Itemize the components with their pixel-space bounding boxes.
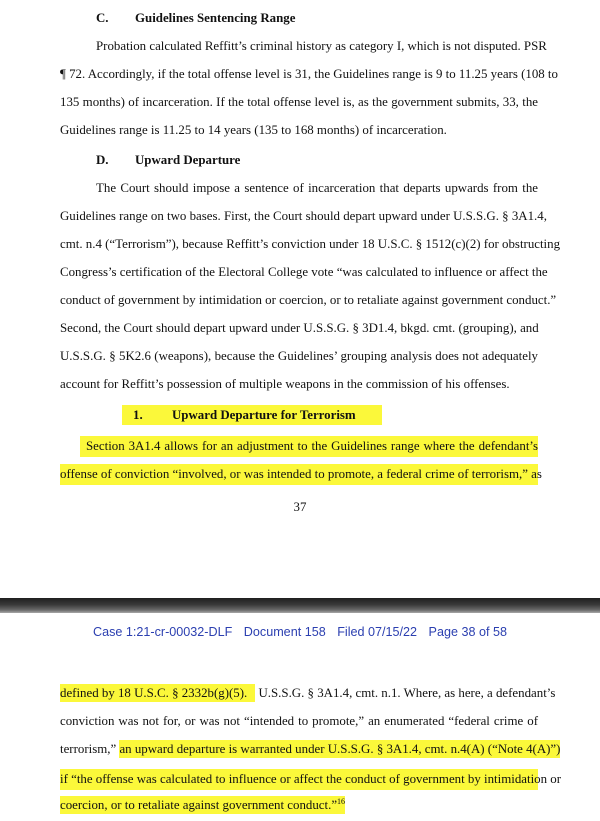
section-d-heading [96, 152, 240, 169]
filed-date: Filed 07/15/22 [337, 625, 418, 639]
page-38-line [60, 741, 561, 758]
subsection-1-line [86, 436, 538, 457]
section-d-line: cmt. n.4 (“Terrorism”), because Reffitt’s conviction under 18 U.S.C. § 1512(c)(2) for obstructing [60, 237, 561, 251]
highlighted-text: if “the offense was calculated to influence or affect the conduct of government by intimidation or [60, 769, 538, 790]
case-header [0, 625, 600, 639]
section-d-title: Upward Departure [135, 153, 241, 167]
page-38-line [60, 797, 538, 814]
section-c-heading [96, 10, 295, 27]
footnote-marker[interactable]: 16 [337, 797, 346, 806]
section-d-line: Second, the Court should depart upward under U.S.S.G. § 3D1.4, bkgd. cmt. (grouping), and [60, 321, 539, 335]
highlighted-text: Section 3A1.4 allows for an adjustment to the Guidelines range where the defendant’s [80, 436, 538, 457]
page-of-total: Page 38 of 58 [428, 625, 507, 639]
quoted-text: coercion, or to retaliate against government conduct.” [60, 798, 338, 812]
page-number: 37 [293, 500, 307, 514]
section-c-line: ¶ 72. Accordingly, if the total offense level is 31, the Guidelines range is 9 to 11.25 years (108 to [60, 67, 558, 81]
document-number: Document 158 [243, 625, 326, 639]
subsection-1-line [60, 464, 542, 485]
section-d-line: conduct of government by intimidation or coercion, or to retaliate against government conduct.” [60, 293, 557, 307]
plain-text: terrorism,” [60, 742, 117, 756]
section-c-line: 135 months) of incarceration. If the total offense level is, as the government submits, 33, the [60, 95, 538, 109]
section-d-line: Guidelines range on two bases. First, the Court should depart upward under U.S.S.G. § 3A1.4, [60, 209, 547, 223]
subsection-1-title: Upward Departure for Terrorism [172, 408, 356, 422]
highlighted-text: offense of conviction “involved, or was intended to promote, a federal crime of terrorism,” as [60, 464, 538, 485]
page-38-line [60, 769, 562, 790]
document-page-38 [0, 613, 600, 821]
section-d-line: account for Reffitt’s possession of multiple weapons in the commission of his offenses. [60, 377, 510, 391]
subsection-1-heading [122, 407, 382, 424]
section-d-line: U.S.S.G. § 5K2.6 (weapons), because the Guidelines’ grouping analysis does not adequately [60, 349, 538, 363]
case-number: Case 1:21-cr-00032-DLF [93, 625, 233, 639]
subsection-1-highlight [122, 405, 382, 425]
section-d-number: D. [96, 153, 109, 167]
section-d-line: The Court should impose a sentence of incarceration that departs upwards from the [96, 181, 538, 195]
highlighted-text: defined by 18 U.S.C. § 2332b(g)(5). [60, 684, 255, 702]
highlighted-text [60, 796, 345, 814]
page-38-line: conviction was not for, or was not “intended to promote,” an enumerated “federal crime of [60, 714, 538, 728]
section-c-line: Probation calculated Reffitt’s criminal history as category I, which is not disputed. PSR [96, 39, 547, 53]
section-c-line: Guidelines range is 11.25 to 14 years (135 to 168 months) of incarceration. [60, 123, 447, 137]
section-c-number: C. [96, 11, 109, 25]
subsection-1-number: 1. [133, 408, 143, 422]
page-38-line [60, 685, 556, 702]
highlighted-text: an upward departure is warranted under U.S.S.G. § 3A1.4, cmt. n.4(A) (“Note 4(A)”) [119, 742, 561, 756]
plain-text: U.S.S.G. § 3A1.4, cmt. n.1. Where, as here, a defendant’s [258, 686, 556, 700]
section-d-line: Congress’s certification of the Electoral College vote “was calculated to influence or affect the [60, 265, 548, 279]
section-c-title: Guidelines Sentencing Range [135, 11, 296, 25]
page-divider [0, 598, 600, 613]
